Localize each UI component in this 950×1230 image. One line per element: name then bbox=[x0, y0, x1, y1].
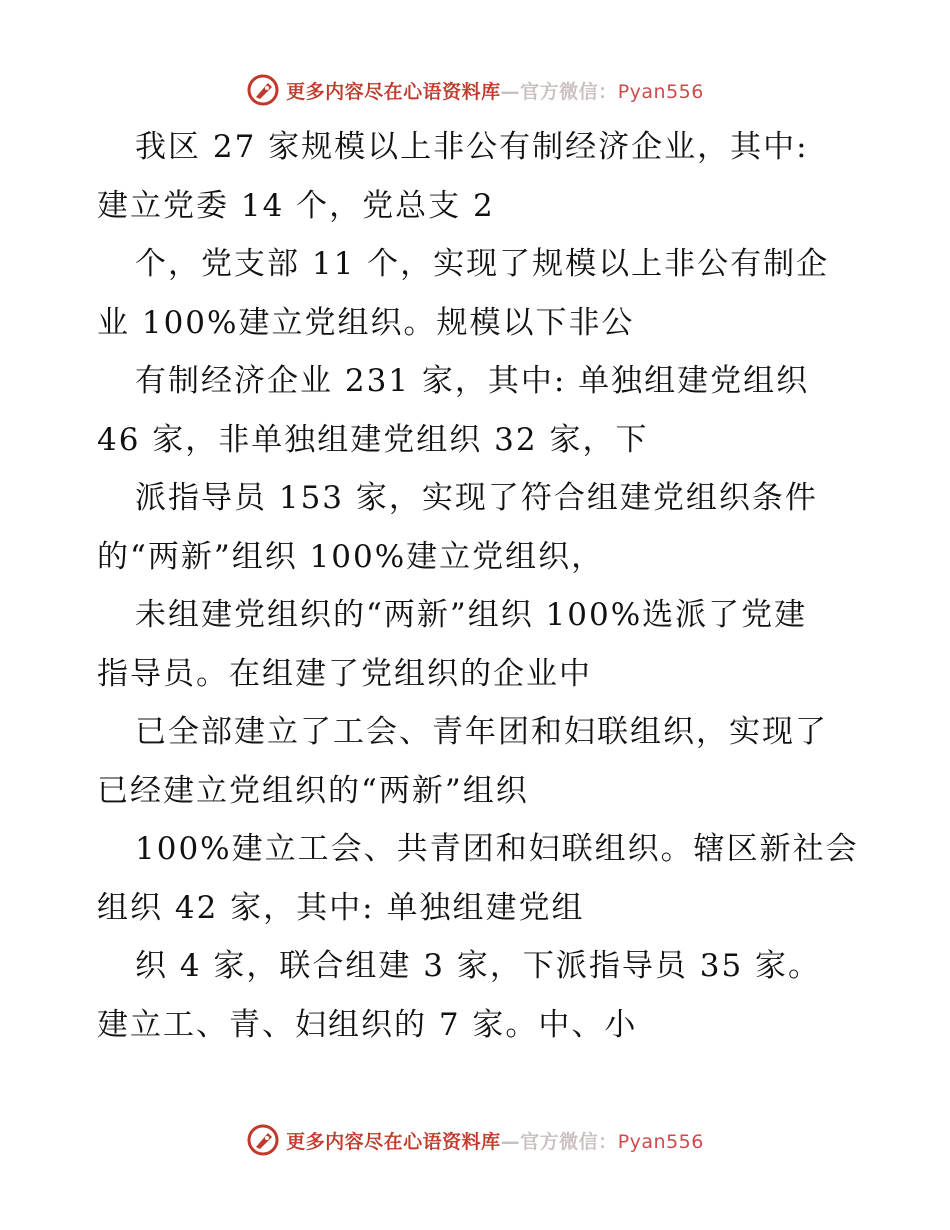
footer-watermark bbox=[0, 1120, 950, 1160]
text-line: 46 家，非单独组建党组织 32 家，下 bbox=[97, 421, 649, 458]
text-line: 我区 27 家规模以上非公有制经济企业，其中: bbox=[135, 129, 809, 165]
text-line: 的“两新”组织 100%建立党组织， bbox=[97, 538, 605, 575]
text-line: 派指导员 153 家，实现了符合组建党组织条件 bbox=[135, 480, 818, 516]
text-line: 建立党委 14 个，党总支 2 bbox=[97, 187, 495, 224]
text-line: 建立工、青、妇组织的 7 家。中、小 bbox=[97, 1006, 638, 1043]
text-line: 指导员。在组建了党组织的企业中 bbox=[97, 655, 592, 692]
watermark-text: 更多内容尽在心语资料库—官方微信：Pyan556 bbox=[286, 1130, 704, 1153]
watermark-text: 更多内容尽在心语资料库—官方微信：Pyan556 bbox=[286, 80, 704, 103]
text-line: 个，党支部 11 个，实现了规模以上非公有制企 bbox=[135, 246, 830, 282]
pen-nib-logo-icon bbox=[246, 73, 280, 107]
text-line: 已全部建立了工会、青年团和妇联组织，实现了 bbox=[135, 714, 828, 750]
text-line: 织 4 家，联合组建 3 家，下派指导员 35 家。 bbox=[135, 948, 822, 984]
text-line: 已经建立党组织的“两新”组织 bbox=[97, 772, 529, 809]
text-line: 组织 42 家，其中: 单独组建党组 bbox=[97, 889, 585, 926]
text-line: 业 100%建立党组织。规模以下非公 bbox=[97, 304, 635, 341]
document-body bbox=[97, 118, 867, 1054]
text-line: 有制经济企业 231 家，其中: 单独组建党组织 bbox=[135, 363, 810, 399]
header-watermark bbox=[0, 70, 950, 110]
pen-nib-logo-icon bbox=[246, 1123, 280, 1157]
text-line: 未组建党组织的“两新”组织 100%选派了党建 bbox=[135, 597, 808, 633]
text-line: 100%建立工会、共青团和妇联组织。辖区新社会 bbox=[135, 831, 859, 867]
